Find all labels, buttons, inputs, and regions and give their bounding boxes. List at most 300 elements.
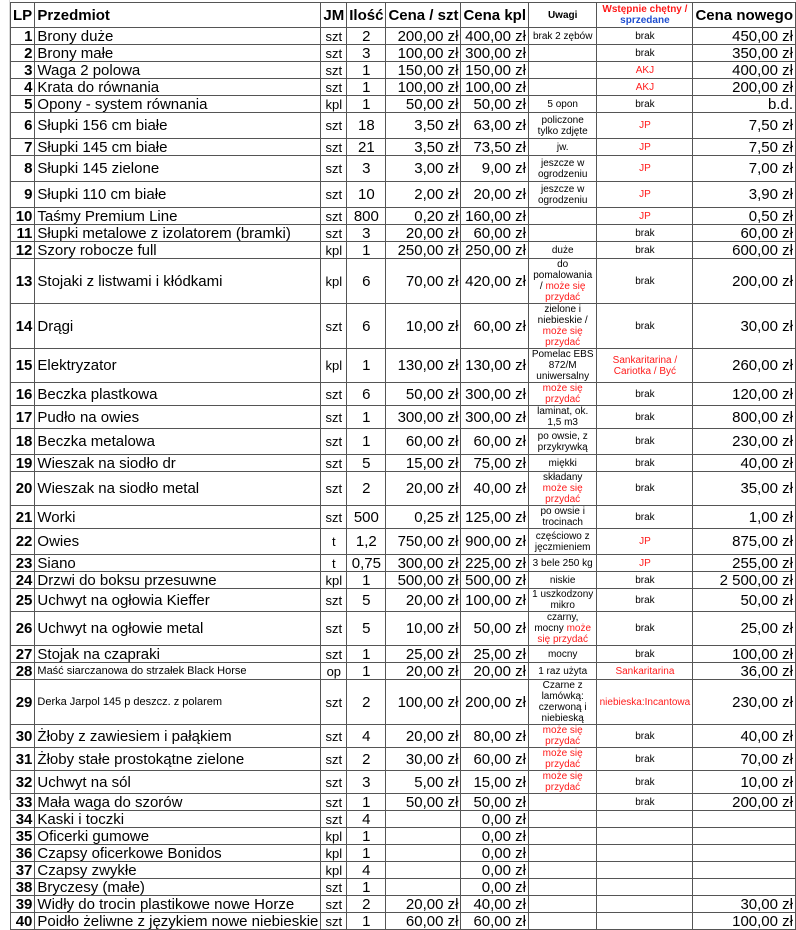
cell-cena-nowego[interactable]: 40,00 zł <box>693 455 796 472</box>
cell-cena-kpl[interactable]: 100,00 zł <box>461 589 529 612</box>
cell-przedmiot[interactable]: Oficerki gumowe <box>35 828 321 845</box>
cell-cena-kpl[interactable]: 40,00 zł <box>461 896 529 913</box>
cell-cena-kpl[interactable]: 20,00 zł <box>461 663 529 680</box>
cell-uwagi[interactable] <box>529 811 597 828</box>
cell-cena-kpl[interactable]: 50,00 zł <box>461 612 529 646</box>
cell-cena-kpl[interactable]: 63,00 zł <box>461 113 529 139</box>
cell-jm[interactable]: szt <box>321 612 347 646</box>
cell-cena-kpl[interactable]: 25,00 zł <box>461 646 529 663</box>
cell-status[interactable]: JP <box>597 182 693 208</box>
cell-status[interactable] <box>597 862 693 879</box>
cell-cena-nowego[interactable]: 100,00 zł <box>693 913 796 930</box>
cell-cena-kpl[interactable]: 80,00 zł <box>461 725 529 748</box>
cell-jm[interactable]: op <box>321 663 347 680</box>
cell-ilosc[interactable]: 1 <box>347 913 386 930</box>
cell-przedmiot[interactable]: Maść siarczanowa do strzałek Black Horse <box>35 663 321 680</box>
cell-cena-szt[interactable]: 30,00 zł <box>386 748 461 771</box>
cell-uwagi[interactable] <box>529 794 597 811</box>
cell-cena-nowego[interactable]: 200,00 zł <box>693 259 796 304</box>
header-cena-szt[interactable]: Cena / szt <box>386 3 461 28</box>
cell-jm[interactable]: szt <box>321 646 347 663</box>
cell-ilosc[interactable]: 800 <box>347 208 386 225</box>
cell-cena-nowego[interactable]: 200,00 zł <box>693 794 796 811</box>
cell-cena-nowego[interactable]: 1,00 zł <box>693 506 796 529</box>
cell-lp[interactable]: 31 <box>11 748 35 771</box>
cell-cena-szt[interactable]: 60,00 zł <box>386 913 461 930</box>
cell-uwagi[interactable] <box>529 555 597 572</box>
cell-status[interactable]: AKJ <box>597 79 693 96</box>
cell-uwagi[interactable] <box>529 62 597 79</box>
cell-przedmiot[interactable]: Waga 2 polowa <box>35 62 321 79</box>
cell-cena-kpl[interactable]: 300,00 zł <box>461 383 529 406</box>
cell-uwagi[interactable] <box>529 646 597 663</box>
cell-cena-szt[interactable] <box>386 845 461 862</box>
cell-ilosc[interactable]: 4 <box>347 811 386 828</box>
cell-przedmiot[interactable]: Worki <box>35 506 321 529</box>
cell-cena-szt[interactable]: 100,00 zł <box>386 79 461 96</box>
cell-status[interactable]: brak <box>597 472 693 506</box>
cell-ilosc[interactable]: 2 <box>347 748 386 771</box>
cell-status[interactable]: brak <box>597 612 693 646</box>
cell-status[interactable]: brak <box>597 455 693 472</box>
cell-cena-szt[interactable]: 200,00 zł <box>386 28 461 45</box>
cell-status[interactable]: brak <box>597 646 693 663</box>
cell-uwagi[interactable] <box>529 242 597 259</box>
cell-cena-szt[interactable]: 20,00 zł <box>386 225 461 242</box>
cell-cena-szt[interactable]: 150,00 zł <box>386 62 461 79</box>
cell-jm[interactable]: kpl <box>321 845 347 862</box>
cell-lp[interactable]: 35 <box>11 828 35 845</box>
cell-cena-szt[interactable]: 100,00 zł <box>386 680 461 725</box>
cell-cena-kpl[interactable]: 15,00 zł <box>461 771 529 794</box>
cell-cena-szt[interactable]: 20,00 zł <box>386 896 461 913</box>
cell-uwagi[interactable] <box>529 589 597 612</box>
cell-cena-szt[interactable]: 70,00 zł <box>386 259 461 304</box>
cell-przedmiot[interactable]: Mała waga do szorów <box>35 794 321 811</box>
cell-przedmiot[interactable]: Elektryzator <box>35 349 321 383</box>
header-jm[interactable]: JM <box>321 3 347 28</box>
cell-jm[interactable]: kpl <box>321 96 347 113</box>
cell-cena-kpl[interactable]: 125,00 zł <box>461 506 529 529</box>
cell-uwagi[interactable] <box>529 304 597 349</box>
cell-cena-nowego[interactable]: 0,50 zł <box>693 208 796 225</box>
cell-przedmiot[interactable]: Pudło na owies <box>35 406 321 429</box>
cell-uwagi[interactable] <box>529 383 597 406</box>
cell-przedmiot[interactable]: Uchwyt na sól <box>35 771 321 794</box>
cell-cena-kpl[interactable]: 60,00 zł <box>461 913 529 930</box>
cell-cena-szt[interactable]: 2,00 zł <box>386 182 461 208</box>
cell-uwagi[interactable] <box>529 225 597 242</box>
cell-cena-szt[interactable]: 3,50 zł <box>386 139 461 156</box>
cell-przedmiot[interactable]: Czapsy zwykłe <box>35 862 321 879</box>
cell-ilosc[interactable]: 3 <box>347 771 386 794</box>
cell-cena-kpl[interactable]: 50,00 zł <box>461 794 529 811</box>
cell-uwagi[interactable] <box>529 612 597 646</box>
cell-cena-szt[interactable]: 0,20 zł <box>386 208 461 225</box>
cell-cena-nowego[interactable]: 400,00 zł <box>693 62 796 79</box>
cell-status[interactable] <box>597 828 693 845</box>
cell-lp[interactable]: 15 <box>11 349 35 383</box>
cell-przedmiot[interactable]: Czapsy oficerkowe Bonidos <box>35 845 321 862</box>
cell-cena-nowego[interactable]: 120,00 zł <box>693 383 796 406</box>
cell-ilosc[interactable]: 3 <box>347 156 386 182</box>
cell-przedmiot[interactable]: Stojaki z listwami i kłódkami <box>35 259 321 304</box>
cell-cena-nowego[interactable]: 255,00 zł <box>693 555 796 572</box>
cell-status[interactable]: AKJ <box>597 62 693 79</box>
cell-lp[interactable]: 5 <box>11 96 35 113</box>
cell-ilosc[interactable]: 1 <box>347 828 386 845</box>
cell-lp[interactable]: 36 <box>11 845 35 862</box>
cell-jm[interactable]: kpl <box>321 259 347 304</box>
cell-status[interactable]: Sankaritarina / Cariotka / Być <box>597 349 693 383</box>
cell-lp[interactable]: 6 <box>11 113 35 139</box>
cell-lp[interactable]: 37 <box>11 862 35 879</box>
cell-uwagi[interactable] <box>529 862 597 879</box>
cell-cena-szt[interactable]: 250,00 zł <box>386 242 461 259</box>
cell-lp[interactable]: 28 <box>11 663 35 680</box>
header-przedmiot[interactable]: Przedmiot <box>35 3 321 28</box>
cell-cena-kpl[interactable]: 60,00 zł <box>461 748 529 771</box>
cell-cena-kpl[interactable]: 0,00 zł <box>461 879 529 896</box>
cell-status[interactable]: brak <box>597 506 693 529</box>
cell-jm[interactable]: szt <box>321 208 347 225</box>
cell-lp[interactable]: 12 <box>11 242 35 259</box>
cell-lp[interactable]: 11 <box>11 225 35 242</box>
cell-status[interactable]: niebieska:Incantowa <box>597 680 693 725</box>
cell-ilosc[interactable]: 1 <box>347 96 386 113</box>
cell-lp[interactable]: 39 <box>11 896 35 913</box>
cell-ilosc[interactable]: 2 <box>347 472 386 506</box>
cell-cena-szt[interactable] <box>386 828 461 845</box>
cell-cena-szt[interactable]: 50,00 zł <box>386 383 461 406</box>
cell-lp[interactable]: 3 <box>11 62 35 79</box>
cell-uwagi[interactable] <box>529 139 597 156</box>
cell-jm[interactable]: szt <box>321 725 347 748</box>
cell-status[interactable]: brak <box>597 429 693 455</box>
cell-status[interactable]: brak <box>597 771 693 794</box>
cell-cena-nowego[interactable] <box>693 862 796 879</box>
cell-jm[interactable]: szt <box>321 156 347 182</box>
cell-cena-szt[interactable]: 3,50 zł <box>386 113 461 139</box>
cell-cena-kpl[interactable]: 300,00 zł <box>461 45 529 62</box>
cell-status[interactable] <box>597 896 693 913</box>
cell-cena-nowego[interactable]: 200,00 zł <box>693 79 796 96</box>
cell-przedmiot[interactable]: Uchwyt na ogłowia Kieffer <box>35 589 321 612</box>
cell-status[interactable] <box>597 879 693 896</box>
cell-cena-szt[interactable]: 25,00 zł <box>386 646 461 663</box>
cell-cena-kpl[interactable]: 420,00 zł <box>461 259 529 304</box>
cell-uwagi[interactable] <box>529 455 597 472</box>
cell-jm[interactable]: szt <box>321 879 347 896</box>
cell-jm[interactable]: szt <box>321 225 347 242</box>
cell-cena-nowego[interactable]: 875,00 zł <box>693 529 796 555</box>
cell-status[interactable]: brak <box>597 96 693 113</box>
cell-uwagi[interactable] <box>529 913 597 930</box>
cell-lp[interactable]: 25 <box>11 589 35 612</box>
cell-ilosc[interactable]: 1 <box>347 845 386 862</box>
cell-cena-szt[interactable]: 750,00 zł <box>386 529 461 555</box>
cell-jm[interactable]: szt <box>321 748 347 771</box>
cell-przedmiot[interactable]: Słupki 110 cm białe <box>35 182 321 208</box>
cell-uwagi[interactable] <box>529 748 597 771</box>
cell-uwagi[interactable] <box>529 506 597 529</box>
cell-jm[interactable]: szt <box>321 79 347 96</box>
cell-przedmiot[interactable]: Derka Jarpol 145 p deszcz. z polarem <box>35 680 321 725</box>
cell-jm[interactable]: szt <box>321 182 347 208</box>
cell-status[interactable]: brak <box>597 242 693 259</box>
cell-cena-kpl[interactable]: 75,00 zł <box>461 455 529 472</box>
cell-status[interactable]: brak <box>597 794 693 811</box>
cell-uwagi[interactable] <box>529 28 597 45</box>
cell-uwagi[interactable] <box>529 879 597 896</box>
cell-ilosc[interactable]: 2 <box>347 896 386 913</box>
header-status[interactable] <box>597 3 693 28</box>
cell-przedmiot[interactable]: Słupki 145 cm białe <box>35 139 321 156</box>
cell-jm[interactable]: t <box>321 555 347 572</box>
cell-cena-kpl[interactable]: 130,00 zł <box>461 349 529 383</box>
cell-ilosc[interactable]: 6 <box>347 304 386 349</box>
cell-cena-nowego[interactable]: 230,00 zł <box>693 680 796 725</box>
cell-uwagi[interactable] <box>529 572 597 589</box>
cell-jm[interactable]: szt <box>321 113 347 139</box>
cell-jm[interactable]: szt <box>321 913 347 930</box>
cell-lp[interactable]: 18 <box>11 429 35 455</box>
cell-uwagi[interactable] <box>529 208 597 225</box>
header-cena-kpl[interactable]: Cena kpl <box>461 3 529 28</box>
cell-cena-nowego[interactable]: 25,00 zł <box>693 612 796 646</box>
cell-cena-kpl[interactable]: 50,00 zł <box>461 96 529 113</box>
cell-cena-szt[interactable]: 50,00 zł <box>386 794 461 811</box>
cell-cena-szt[interactable]: 5,00 zł <box>386 771 461 794</box>
cell-cena-szt[interactable]: 60,00 zł <box>386 429 461 455</box>
cell-cena-szt[interactable]: 20,00 zł <box>386 589 461 612</box>
cell-cena-nowego[interactable]: 40,00 zł <box>693 725 796 748</box>
cell-przedmiot[interactable]: Krata do równania <box>35 79 321 96</box>
cell-cena-kpl[interactable]: 73,50 zł <box>461 139 529 156</box>
cell-uwagi[interactable] <box>529 406 597 429</box>
cell-ilosc[interactable]: 1,2 <box>347 529 386 555</box>
cell-przedmiot[interactable]: Stojak na czapraki <box>35 646 321 663</box>
cell-lp[interactable]: 34 <box>11 811 35 828</box>
cell-status[interactable]: brak <box>597 383 693 406</box>
cell-jm[interactable]: szt <box>321 429 347 455</box>
cell-cena-nowego[interactable]: 7,50 zł <box>693 113 796 139</box>
cell-jm[interactable]: t <box>321 529 347 555</box>
cell-lp[interactable]: 26 <box>11 612 35 646</box>
cell-cena-nowego[interactable]: 30,00 zł <box>693 304 796 349</box>
cell-przedmiot[interactable]: Brony małe <box>35 45 321 62</box>
cell-cena-nowego[interactable] <box>693 845 796 862</box>
cell-lp[interactable]: 22 <box>11 529 35 555</box>
cell-cena-szt[interactable]: 50,00 zł <box>386 96 461 113</box>
cell-uwagi[interactable] <box>529 771 597 794</box>
cell-status[interactable]: JP <box>597 529 693 555</box>
cell-cena-szt[interactable]: 300,00 zł <box>386 406 461 429</box>
cell-cena-szt[interactable]: 100,00 zł <box>386 45 461 62</box>
cell-cena-szt[interactable]: 20,00 zł <box>386 725 461 748</box>
cell-cena-kpl[interactable]: 200,00 zł <box>461 680 529 725</box>
cell-cena-nowego[interactable]: 7,00 zł <box>693 156 796 182</box>
cell-cena-kpl[interactable]: 0,00 zł <box>461 862 529 879</box>
cell-cena-nowego[interactable]: 230,00 zł <box>693 429 796 455</box>
cell-przedmiot[interactable]: Taśmy Premium Line <box>35 208 321 225</box>
cell-lp[interactable]: 2 <box>11 45 35 62</box>
cell-ilosc[interactable]: 1 <box>347 406 386 429</box>
cell-cena-kpl[interactable]: 40,00 zł <box>461 472 529 506</box>
cell-przedmiot[interactable]: Słupki 145 zielone <box>35 156 321 182</box>
cell-status[interactable]: brak <box>597 28 693 45</box>
cell-lp[interactable]: 13 <box>11 259 35 304</box>
cell-cena-nowego[interactable]: 3,90 zł <box>693 182 796 208</box>
cell-ilosc[interactable]: 5 <box>347 589 386 612</box>
cell-lp[interactable]: 23 <box>11 555 35 572</box>
cell-ilosc[interactable]: 5 <box>347 455 386 472</box>
cell-lp[interactable]: 19 <box>11 455 35 472</box>
cell-uwagi[interactable] <box>529 96 597 113</box>
cell-jm[interactable]: szt <box>321 45 347 62</box>
cell-cena-szt[interactable]: 10,00 zł <box>386 612 461 646</box>
cell-lp[interactable]: 21 <box>11 506 35 529</box>
cell-jm[interactable]: szt <box>321 896 347 913</box>
cell-cena-kpl[interactable]: 9,00 zł <box>461 156 529 182</box>
cell-cena-nowego[interactable]: 36,00 zł <box>693 663 796 680</box>
cell-ilosc[interactable]: 2 <box>347 28 386 45</box>
cell-status[interactable]: JP <box>597 156 693 182</box>
cell-ilosc[interactable]: 4 <box>347 862 386 879</box>
cell-status[interactable]: JP <box>597 139 693 156</box>
cell-cena-nowego[interactable]: 350,00 zł <box>693 45 796 62</box>
cell-cena-kpl[interactable]: 0,00 zł <box>461 828 529 845</box>
cell-jm[interactable]: szt <box>321 383 347 406</box>
cell-status[interactable]: brak <box>597 748 693 771</box>
cell-cena-szt[interactable]: 130,00 zł <box>386 349 461 383</box>
cell-ilosc[interactable]: 1 <box>347 79 386 96</box>
cell-przedmiot[interactable]: Widły do trocin plastikowe nowe Horze <box>35 896 321 913</box>
cell-uwagi[interactable] <box>529 663 597 680</box>
cell-przedmiot[interactable]: Beczka metalowa <box>35 429 321 455</box>
cell-status[interactable] <box>597 913 693 930</box>
cell-jm[interactable]: szt <box>321 139 347 156</box>
cell-ilosc[interactable]: 5 <box>347 612 386 646</box>
cell-status[interactable] <box>597 845 693 862</box>
cell-jm[interactable]: kpl <box>321 862 347 879</box>
cell-cena-kpl[interactable]: 0,00 zł <box>461 845 529 862</box>
cell-status[interactable]: brak <box>597 725 693 748</box>
cell-cena-kpl[interactable]: 0,00 zł <box>461 811 529 828</box>
cell-uwagi[interactable] <box>529 845 597 862</box>
cell-ilosc[interactable]: 1 <box>347 62 386 79</box>
cell-jm[interactable]: szt <box>321 589 347 612</box>
cell-cena-szt[interactable]: 300,00 zł <box>386 555 461 572</box>
cell-cena-nowego[interactable]: 260,00 zł <box>693 349 796 383</box>
cell-lp[interactable]: 1 <box>11 28 35 45</box>
cell-jm[interactable]: szt <box>321 811 347 828</box>
cell-ilosc[interactable]: 4 <box>347 725 386 748</box>
cell-cena-kpl[interactable]: 225,00 zł <box>461 555 529 572</box>
cell-ilosc[interactable]: 1 <box>347 572 386 589</box>
header-lp[interactable]: LP <box>11 3 35 28</box>
cell-cena-szt[interactable] <box>386 879 461 896</box>
cell-jm[interactable]: szt <box>321 506 347 529</box>
cell-lp[interactable]: 4 <box>11 79 35 96</box>
cell-ilosc[interactable]: 1 <box>347 349 386 383</box>
cell-lp[interactable]: 30 <box>11 725 35 748</box>
cell-status[interactable]: JP <box>597 555 693 572</box>
cell-ilosc[interactable]: 18 <box>347 113 386 139</box>
cell-status[interactable]: brak <box>597 259 693 304</box>
cell-cena-nowego[interactable]: 2 500,00 zł <box>693 572 796 589</box>
cell-status[interactable] <box>597 811 693 828</box>
cell-cena-kpl[interactable]: 300,00 zł <box>461 406 529 429</box>
cell-uwagi[interactable] <box>529 113 597 139</box>
cell-cena-nowego[interactable]: 70,00 zł <box>693 748 796 771</box>
cell-jm[interactable]: szt <box>321 472 347 506</box>
cell-cena-szt[interactable]: 3,00 zł <box>386 156 461 182</box>
cell-ilosc[interactable]: 2 <box>347 680 386 725</box>
cell-jm[interactable]: kpl <box>321 572 347 589</box>
cell-status[interactable]: Sankaritarina <box>597 663 693 680</box>
cell-cena-nowego[interactable]: 10,00 zł <box>693 771 796 794</box>
cell-jm[interactable]: kpl <box>321 828 347 845</box>
cell-przedmiot[interactable]: Słupki metalowe z izolatorem (bramki) <box>35 225 321 242</box>
cell-lp[interactable]: 29 <box>11 680 35 725</box>
cell-status[interactable]: JP <box>597 208 693 225</box>
cell-ilosc[interactable]: 3 <box>347 225 386 242</box>
cell-status[interactable]: brak <box>597 589 693 612</box>
cell-cena-kpl[interactable]: 60,00 zł <box>461 304 529 349</box>
cell-przedmiot[interactable]: Uchwyt na ogłowie metal <box>35 612 321 646</box>
cell-uwagi[interactable] <box>529 828 597 845</box>
cell-lp[interactable]: 9 <box>11 182 35 208</box>
cell-przedmiot[interactable]: Poidło żeliwne z językiem nowe niebieskie <box>35 913 321 930</box>
cell-ilosc[interactable]: 500 <box>347 506 386 529</box>
cell-ilosc[interactable]: 6 <box>347 259 386 304</box>
cell-cena-kpl[interactable]: 150,00 zł <box>461 62 529 79</box>
cell-status[interactable]: brak <box>597 225 693 242</box>
cell-przedmiot[interactable]: Kaski i toczki <box>35 811 321 828</box>
cell-cena-nowego[interactable]: 800,00 zł <box>693 406 796 429</box>
cell-jm[interactable]: szt <box>321 680 347 725</box>
cell-cena-nowego[interactable]: 7,50 zł <box>693 139 796 156</box>
cell-lp[interactable]: 27 <box>11 646 35 663</box>
cell-przedmiot[interactable]: Słupki 156 cm białe <box>35 113 321 139</box>
cell-przedmiot[interactable]: Szory robocze full <box>35 242 321 259</box>
cell-cena-nowego[interactable]: 60,00 zł <box>693 225 796 242</box>
cell-ilosc[interactable]: 1 <box>347 429 386 455</box>
cell-lp[interactable]: 33 <box>11 794 35 811</box>
cell-cena-szt[interactable]: 15,00 zł <box>386 455 461 472</box>
cell-lp[interactable]: 40 <box>11 913 35 930</box>
cell-cena-kpl[interactable]: 100,00 zł <box>461 79 529 96</box>
cell-cena-nowego[interactable]: 100,00 zł <box>693 646 796 663</box>
cell-lp[interactable]: 38 <box>11 879 35 896</box>
cell-status[interactable]: brak <box>597 45 693 62</box>
cell-przedmiot[interactable]: Siano <box>35 555 321 572</box>
cell-ilosc[interactable]: 6 <box>347 383 386 406</box>
header-ilosc[interactable]: Ilość <box>347 3 386 28</box>
cell-przedmiot[interactable]: Żłoby z zawiesiem i pałąkiem <box>35 725 321 748</box>
cell-uwagi[interactable] <box>529 472 597 506</box>
cell-status[interactable]: JP <box>597 113 693 139</box>
cell-ilosc[interactable]: 1 <box>347 242 386 259</box>
cell-ilosc[interactable]: 1 <box>347 794 386 811</box>
cell-cena-nowego[interactable] <box>693 811 796 828</box>
cell-przedmiot[interactable]: Bryczesy (małe) <box>35 879 321 896</box>
cell-przedmiot[interactable]: Wieszak na siodło dr <box>35 455 321 472</box>
cell-jm[interactable]: szt <box>321 455 347 472</box>
cell-cena-nowego[interactable]: 35,00 zł <box>693 472 796 506</box>
cell-lp[interactable]: 17 <box>11 406 35 429</box>
